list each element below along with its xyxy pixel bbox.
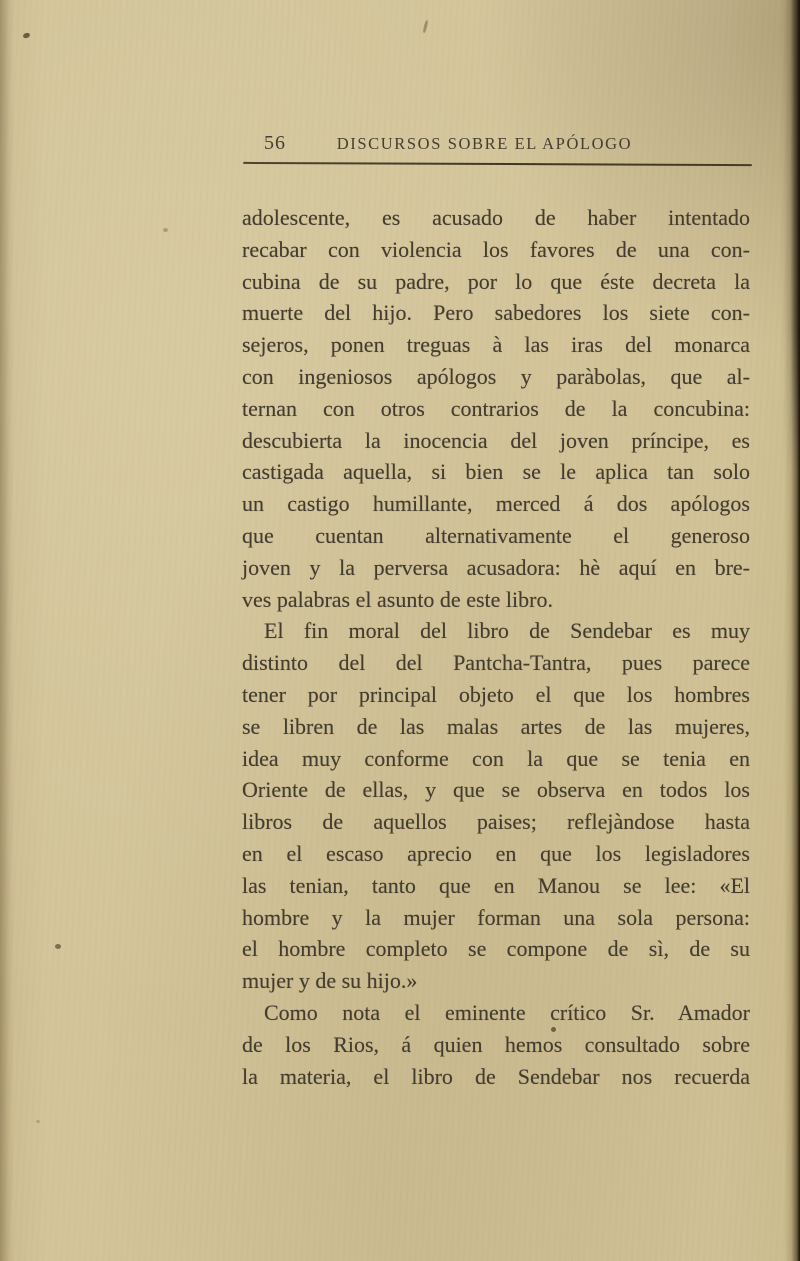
running-title: DISCURSOS SOBRE EL APÓLOGO — [336, 134, 633, 153]
text-line: sejeros, ponen treguas à las iras del monarca — [242, 332, 750, 358]
ink-speck — [36, 1120, 40, 1123]
page-corner-shadow — [780, 0, 800, 470]
page-right-edge-shadow — [784, 0, 800, 1261]
ink-speck — [22, 32, 30, 39]
text-line: tener por principal objeto el que los hombres — [242, 681, 750, 707]
text-line: Como nota el eminente crítico Sr. Amador — [264, 999, 750, 1025]
text-line: cubina de su padre, por lo que éste decreta la — [242, 268, 750, 294]
ink-speck — [163, 228, 168, 232]
body-text — [242, 202, 750, 1092]
text-line: libros de aquellos paises; reflejàndose hasta — [242, 809, 750, 835]
page-left-edge-shadow — [0, 0, 14, 1261]
text-line: recabar con violencia los favores de una con- — [242, 236, 750, 262]
text-line: las tenian, tanto que en Manou se lee: «El — [242, 872, 750, 898]
text-line: se libren de las malas artes de las mujeres, — [242, 713, 750, 739]
running-header — [242, 132, 751, 158]
text-line: joven y la perversa acusadora: hè aquí en bre- — [242, 554, 750, 580]
text-line: un castigo humillante, merced á dos apólogos — [242, 491, 750, 517]
ink-speck — [55, 944, 61, 949]
text-line: de los Rios, á quien hemos consultado sobre — [242, 1031, 750, 1057]
text-line: Oriente de ellas, y que se observa en todos los — [242, 777, 750, 803]
ink-speck — [422, 20, 428, 33]
text-line: castigada aquella, si bien se le aplica tan solo — [242, 459, 750, 485]
page-number: 56 — [264, 132, 286, 154]
header-rule — [243, 162, 752, 166]
text-line: El fin moral del libro de Sendebar es muy — [264, 618, 750, 644]
text-line: hombre y la mujer forman una sola persona: — [242, 904, 750, 930]
text-line: idea muy conforme con la que se tenia en — [242, 745, 750, 771]
text-line: en el escaso aprecio en que los legisladores — [242, 840, 750, 866]
text-line: adolescente, es acusado de haber intentado — [242, 205, 750, 230]
text-line: muerte del hijo. Pero sabedores los siete con- — [242, 300, 750, 326]
text-line: el hombre completo se compone de sì, de su — [242, 936, 750, 962]
text-line: ternan con otros contrarios de la concubina: — [242, 395, 750, 421]
text-line: distinto del del Pantcha-Tantra, pues parece — [242, 650, 750, 676]
text-line: con ingeniosos apólogos y paràbolas, que al- — [242, 363, 750, 389]
text-line: que cuentan alternativamente el generoso — [242, 522, 750, 548]
text-line: descubierta la inocencia del joven príncipe, es — [242, 427, 750, 453]
text-line: la materia, el libro de Sendebar nos recuerda — [242, 1063, 750, 1089]
text-line: ves palabras el asunto de este libro. — [242, 586, 553, 612]
text-line: mujer y de su hijo.» — [242, 968, 418, 994]
